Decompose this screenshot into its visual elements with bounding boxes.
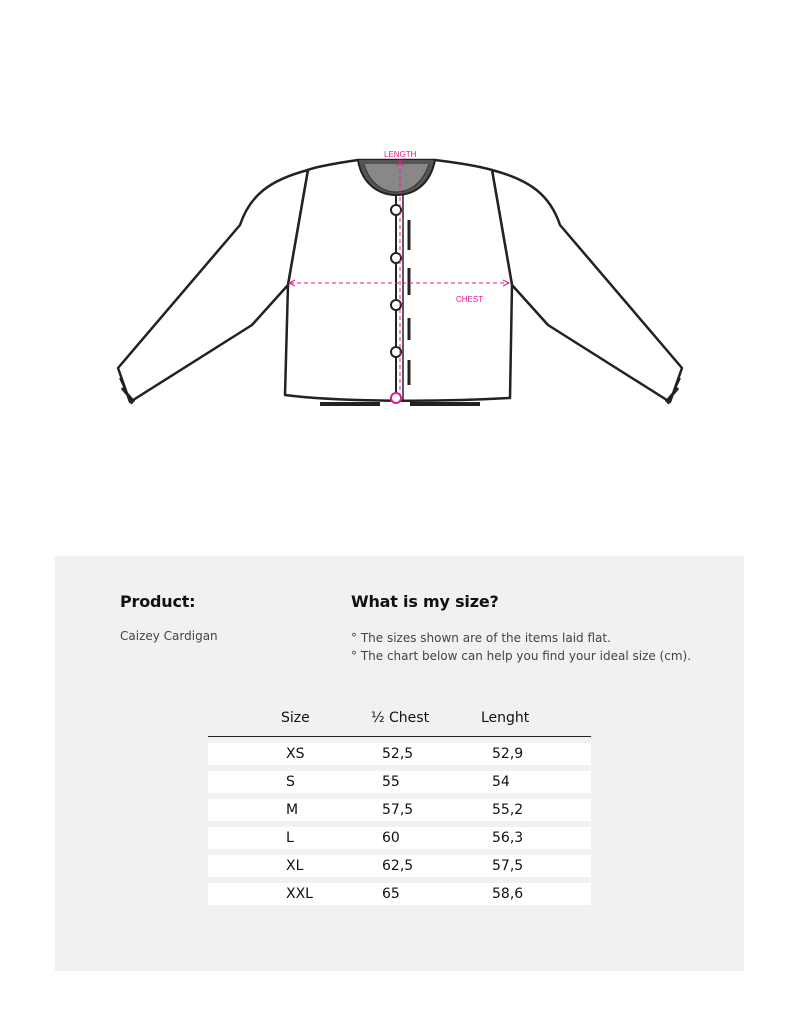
table-row — [208, 883, 591, 905]
cell-size: M — [286, 802, 299, 818]
note-laid-flat: ° The sizes shown are of the items laid flat. — [351, 631, 611, 645]
cell-chest: 60 — [382, 830, 400, 846]
cardigan-illustration — [100, 140, 700, 430]
size-table — [208, 708, 591, 905]
header-size: Size — [281, 710, 310, 726]
table-row — [208, 827, 591, 849]
cell-length: 58,6 — [492, 886, 524, 902]
cell-size: XXL — [286, 886, 313, 902]
note-chart-help: ° The chart below can help you find your ideal size (cm). — [351, 649, 692, 663]
cell-chest: 55 — [382, 774, 400, 790]
cell-chest: 62,5 — [382, 858, 414, 874]
cell-size: L — [286, 830, 294, 846]
header-length: Lenght — [481, 710, 530, 726]
size-notes — [351, 629, 691, 665]
cell-size: S — [286, 774, 295, 790]
chest-label: CHEST — [456, 295, 484, 304]
table-row — [208, 743, 591, 765]
cell-length: 56,3 — [492, 830, 524, 846]
size-heading: What is my size? — [351, 592, 499, 611]
table-header — [208, 708, 591, 737]
cell-chest: 65 — [382, 886, 400, 902]
cell-chest: 52,5 — [382, 746, 414, 762]
size-info-panel — [55, 556, 744, 971]
length-label: LENGTH — [384, 150, 417, 159]
cell-length: 52,9 — [492, 746, 524, 762]
table-row — [208, 855, 591, 877]
product-name: Caizey Cardigan — [120, 629, 218, 643]
table-row — [208, 771, 591, 793]
cell-length: 55,2 — [492, 802, 524, 818]
cell-size: XS — [286, 746, 305, 762]
cell-length: 54 — [492, 774, 510, 790]
table-row — [208, 799, 591, 821]
cell-chest: 57,5 — [382, 802, 414, 818]
cell-length: 57,5 — [492, 858, 524, 874]
cell-size: XL — [286, 858, 304, 874]
product-heading: Product: — [120, 592, 196, 611]
header-chest: ½ Chest — [371, 710, 430, 726]
